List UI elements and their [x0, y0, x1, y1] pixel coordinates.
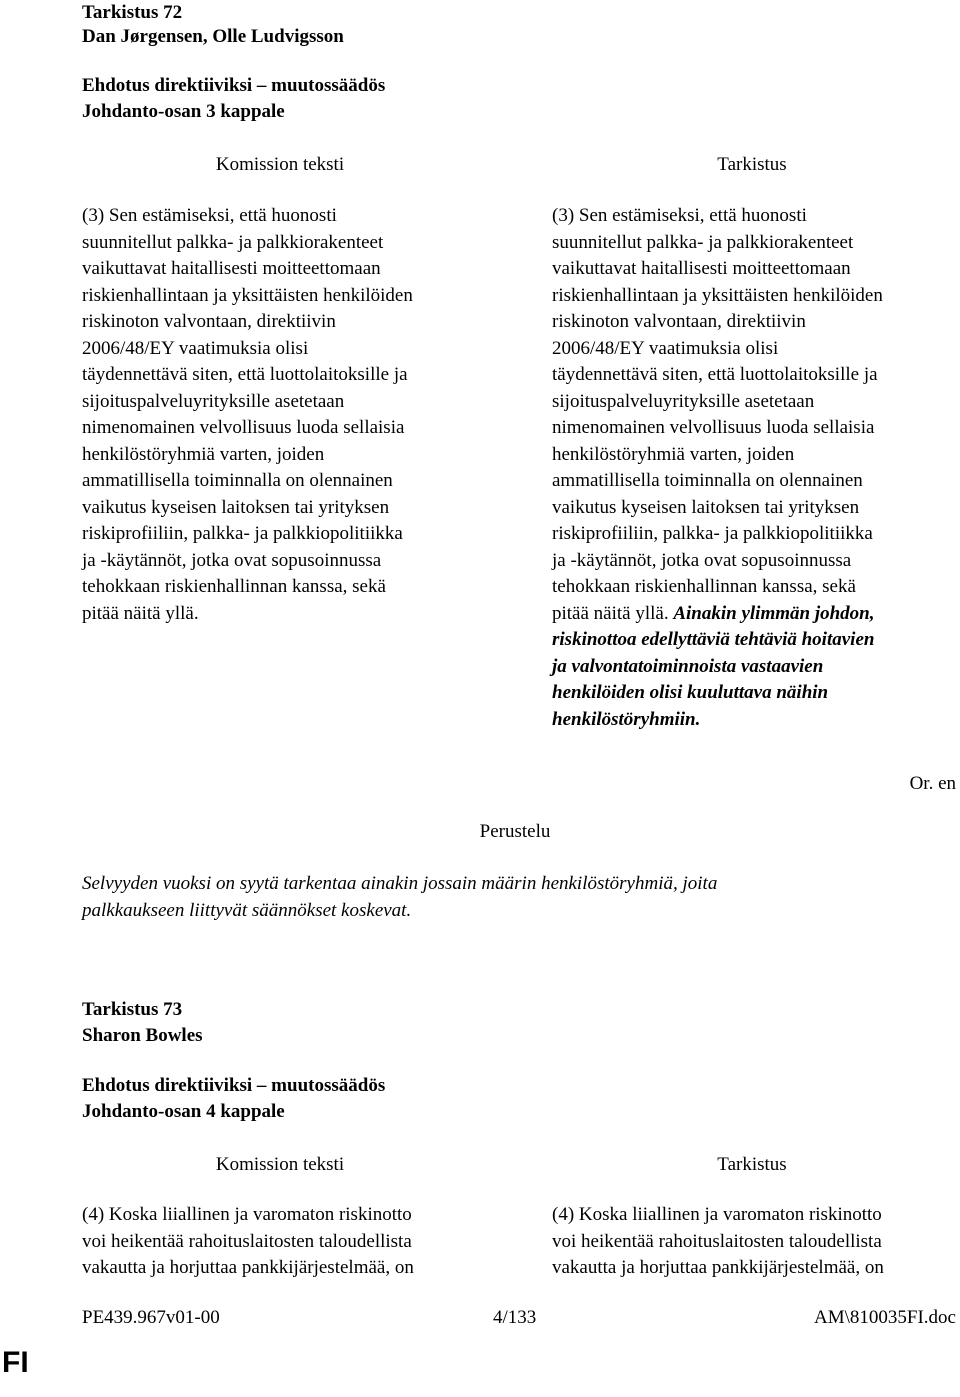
- amendment-text: (4) Koska liiallinen ja varomaton riskinotto voi heikentää rahoituslaitosten taloudellista vakautta ja horjuttaa pankkijärjestelmää, on: [552, 1204, 884, 1278]
- commission-text: (4) Koska liiallinen ja varomaton riskinotto voi heikentää rahoituslaitosten taloudellista vakautta ja horjuttaa pankkijärjestelmää, on: [82, 1204, 414, 1278]
- amendment-heading: Tarkistus: [717, 154, 787, 175]
- proposal-title: Ehdotus direktiiviksi – muutossäädös: [82, 1075, 386, 1096]
- amendment-heading: Tarkistus: [717, 1154, 787, 1175]
- commission-text: (3) Sen estämiseksi, että huonosti suunnitellut palkka- ja palkkiorakenteet vaikuttavat haitallisesti moitteettomaan riskienhallintaan ja yksittäisten henkilöiden riskinoton valvontaan, direktiivin 2006/48/EY vaatimuksia olisi täydennettävä siten, että luottolaitoksille ja sijoituspalveluyrityksille asetetaan nimenomainen velvollisuus luoda sellaisia henkilöstöryhmiä varten, joiden ammatillisella toiminnalla on olennainen vaikutus kyseisen laitoksen tai yrityksen riskiprofiiliin, palkka- ja palkkiopolitiikka ja -käytännöt, jotka ovat sopusoinnussa tehokkaan riskienhallinnan kanssa, sekä pitää näitä yllä.: [82, 205, 413, 624]
- justification-text: Selvyyden vuoksi on syytä tarkentaa ainakin jossain määrin henkilöstöryhmiä, joita palkkaukseen liittyvät säännökset koskevat.: [82, 873, 718, 921]
- amendment-text-added: Ainakin ylimmän johdon, riskinottoa edellyttäviä tehtäviä hoitavien ja valvontatoiminnoista vastaavien henkilöiden olisi kuuluttava näihin henkilöstöryhmiin.: [552, 602, 875, 730]
- original-language: Or. en: [909, 773, 956, 794]
- amendment-number: Tarkistus 72: [82, 2, 183, 23]
- commission-text-heading: Komission teksti: [215, 154, 345, 175]
- amendment-number: Tarkistus 73: [82, 999, 183, 1020]
- amendment-text-unchanged: (3) Sen estämiseksi, että huonosti suunnitellut palkka- ja palkkiorakenteet vaikuttavat haitallisesti moitteettomaan riskienhallintaan ja yksittäisten henkilöiden riskinoton valvontaan, direktiivin 2006/48/EY vaatimuksia olisi täydennettävä siten, että luottolaitoksille ja sijoituspalveluyrityksille asetetaan nimenomainen velvollisuus luoda sellaisia henkilöstöryhmiä varten, joiden ammatillisella toiminnalla on olennainen vaikutus kyseisen laitoksen tai yrityksen riskiprofiiliin, palkka- ja palkkiopolitiikka ja -käytännöt, jotka ovat sopusoinnussa tehokkaan riskienhallinnan kanssa, sekä pitää näitä yllä.: [552, 205, 883, 624]
- document-reference: PE439.967v01-00: [82, 1307, 220, 1328]
- commission-text-heading: Komission teksti: [215, 1154, 345, 1175]
- amendment-authors: Dan Jørgensen, Olle Ludvigsson: [82, 26, 344, 47]
- amendment-text: [552, 203, 960, 733]
- amendment-authors: Sharon Bowles: [82, 1025, 203, 1046]
- proposal-location: Johdanto-osan 3 kappale: [82, 101, 285, 122]
- page-number: 4/133: [493, 1307, 537, 1328]
- proposal-title: Ehdotus direktiiviksi – muutossäädös: [82, 75, 386, 96]
- file-name: AM\810035FI.doc: [814, 1307, 956, 1328]
- justification-heading: Perustelu: [479, 821, 551, 842]
- language-code: FI: [2, 1346, 29, 1379]
- proposal-location: Johdanto-osan 4 kappale: [82, 1101, 285, 1122]
